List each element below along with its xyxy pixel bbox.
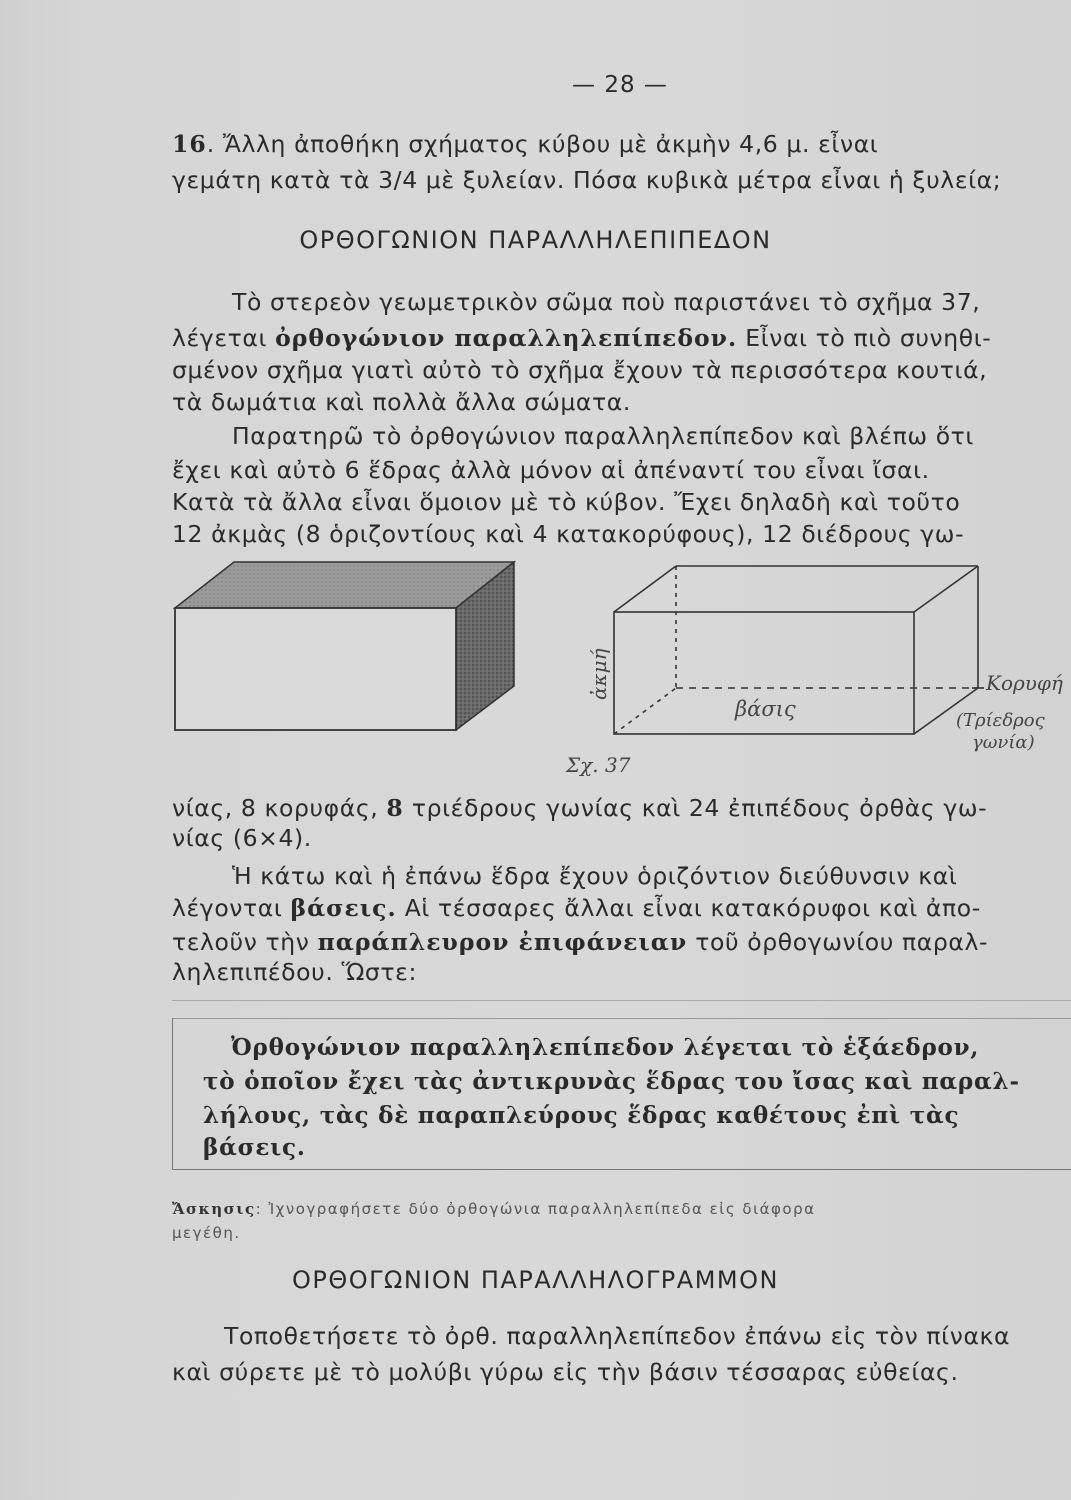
term-parallelepiped: ὀρθογώνιον παραλληλεπίπεδον. — [275, 324, 738, 352]
term-bases: βάσεις. — [290, 894, 397, 922]
paragraph-4-line-1: Ἡ κάτω καὶ ἡ ἐπάνω ἕδρα ἔχουν ὁριζόντιον διεύθυνσιν καὶ — [232, 862, 958, 890]
paragraph-2-line-1: Παρατηρῶ τὸ ὀρθογώνιον παραλληλεπίπεδον καὶ βλέπω ὅτι — [232, 422, 974, 450]
divider — [172, 1000, 1071, 1001]
paragraph-4-line-3: τελοῦν τὴν παράπλευρον ἐπιφάνειαν τοῦ ὀρθογωνίου παραλ- — [172, 928, 989, 956]
solid-box-drawing — [175, 562, 514, 730]
exercise-label: Ἄσκησις — [172, 1200, 256, 1218]
wireframe-box-drawing — [614, 566, 984, 734]
term-lateral-surface: παράπλευρον ἐπιφάνειαν — [317, 928, 688, 956]
problem-16-line-1: 16. Ἄλλη ἀποθήκη σχήματος κύβου μὲ ἀκμὴν 4,6 μ. εἶναι — [172, 130, 879, 158]
exercise-line-2: μεγέθη. — [172, 1224, 241, 1242]
label-edge: ἀκμή — [587, 648, 611, 700]
section-heading-parallelogram: ΟΡΘΟΓΩΝΙΟΝ ΠΑΡΑΛΛΗΛΟΓΡΑΜΜΟΝ — [292, 1266, 779, 1294]
paragraph-4-line-4: ληλεπιπέδου. Ὥστε: — [172, 958, 417, 986]
page-number: — 28 — — [572, 72, 668, 98]
paragraph-5-line-1: Τοποθετήσετε τὸ ὀρθ. παραλληλεπίπεδον ἐπάνω εἰς τὸν πίνακα — [224, 1322, 1011, 1350]
definition-line-4: βάσεις. — [203, 1134, 306, 1161]
paragraph-3-line-1: νίας, 8 κορυφάς, 8 τριέδρους γωνίας καὶ 24 ἐπιπέδους ὀρθὰς γω- — [172, 794, 988, 822]
paragraph-3-line-2: νίας (6×4). — [172, 824, 312, 852]
label-vertex: Κορυφή — [986, 671, 1063, 695]
paragraph-2-line-4: 12 ἀκμὰς (8 ὁριζοντίους καὶ 4 κατακορύφους), 12 διέδρους γω- — [172, 520, 965, 548]
definition-line-1: Ὀρθογώνιον παραλληλεπίπεδον λέγεται τὸ ἑξάεδρον, — [231, 1034, 980, 1061]
paragraph-1-line-1: Τὸ στερεὸν γεωμετρικὸν σῶμα ποὺ παριστάνει τὸ σχῆμα 37, — [232, 288, 981, 316]
section-heading-parallelepiped: ΟΡΘΟΓΩΝΙΟΝ ΠΑΡΑΛΛΗΛΕΠΙΠΕΔΟΝ — [299, 226, 772, 254]
paragraph-1-line-4: τὰ δωμάτια καὶ πολλὰ ἄλλα σώματα. — [172, 388, 631, 416]
paragraph-5-line-2: καὶ σύρετε μὲ τὸ μολύβι γύρω εἰς τὴν βάσιν τέσσαρας εὐθείας. — [172, 1358, 959, 1386]
label-trihedral-1: (Τρίεδρος — [956, 710, 1045, 731]
problem-number: 16 — [172, 130, 207, 158]
paragraph-2-line-2: ἔχει καὶ αὐτὸ 6 ἕδρας ἀλλὰ μόνον αἱ ἀπέναντί του εἶναι ἴσαι. — [172, 456, 930, 484]
problem-16-line-2: γεμάτη κατὰ τὰ 3/4 μὲ ξυλείαν. Πόσα κυβικὰ μέτρα εἶναι ἡ ξυλεία; — [172, 166, 1002, 194]
label-base: βάσις — [735, 697, 796, 721]
paragraph-2-line-3: Κατὰ τὰ ἄλλα εἶναι ὅμοιον μὲ τὸ κύβον. Ἔχει δηλαδὴ καὶ τοῦτο — [172, 488, 961, 516]
exercise-line-1: Ἄσκησις: Ἰχνογραφήσετε δύο ὀρθογώνια παραλληλεπίπεδα εἰς διάφορα — [172, 1200, 816, 1218]
definition-box — [172, 1018, 1071, 1170]
definition-line-3: λήλους, τὰς δὲ παραπλεύρους ἕδρας καθέτους ἐπὶ τὰς — [203, 1102, 960, 1129]
label-trihedral-2: γωνία) — [972, 732, 1035, 753]
definition-line-2: τὸ ὁποῖον ἔχει τὰς ἀντικρυνὰς ἕδρας του ἴσας καὶ παραλ- — [203, 1068, 1020, 1095]
paragraph-1-line-3: σμένον σχῆμα γιατὶ αὐτὸ τὸ σχῆμα ἔχουν τὰ περισσότερα κουτιά, — [172, 356, 988, 384]
paragraph-1-line-2: λέγεται ὀρθογώνιον παραλληλεπίπεδον. Εἶναι τὸ πιὸ συνηθι- — [172, 324, 992, 352]
figure-caption: Σχ. 37 — [566, 753, 631, 777]
paragraph-4-line-2: λέγονται βάσεις. Αἱ τέσσαρες ἄλλαι εἶναι κατακόρυφοι καὶ ἀπο- — [172, 894, 981, 922]
